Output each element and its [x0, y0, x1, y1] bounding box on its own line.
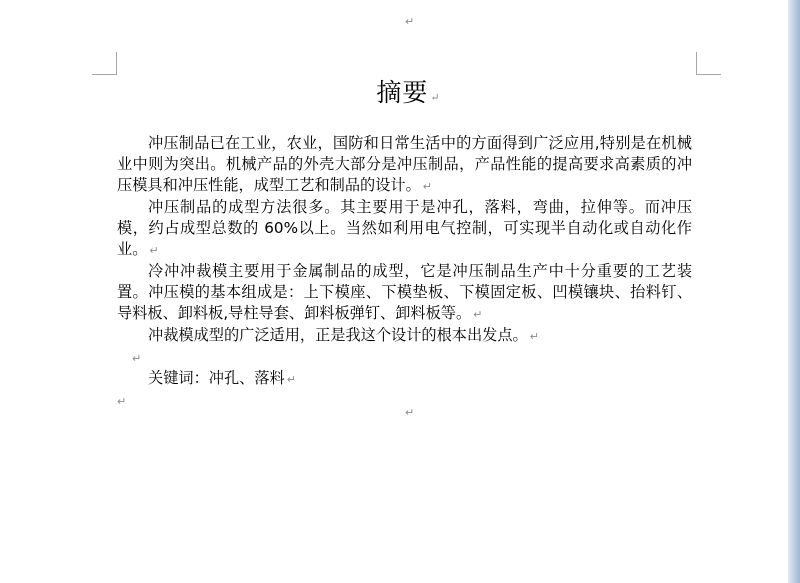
paragraph-mark: ↵ [529, 330, 539, 343]
title-text: 摘要 [376, 78, 429, 107]
empty-paragraph[interactable] [117, 347, 692, 368]
title-paragraph-mark: ↵ [430, 91, 440, 104]
keywords-text: 关键词：冲孔、落料 [148, 369, 285, 387]
paragraph-2-text: 冲压制品的成型方法很多。其主要用于是冲孔，落料，弯曲，拉伸等。而冲压模，约占成型总数的 60%以上。当然如利用电气控制，可实现半自动化或自动化作业。 [117, 198, 692, 258]
paragraph-4[interactable] [117, 325, 692, 347]
top-paragraph-mark: ↵ [405, 15, 415, 28]
window-edge-scrollbar[interactable] [788, 0, 800, 583]
paragraph-3-text: 冷冲冲裁模主要用于金属制品的成型，它是冲压制品生产中十分重要的工艺装置。冲压模的基本组成是：上下模座、下模垫板、下模固定板、凹模镶块、抬料钉、导料板、卸料板,导柱导套、卸料板弹钉、卸料板等。 [117, 262, 692, 322]
bottom-paragraph-mark: ↵ [405, 406, 415, 419]
paragraph-mark: ↵ [286, 373, 296, 386]
paragraph-3[interactable] [117, 261, 692, 325]
paragraph-mark: ↵ [422, 180, 432, 193]
top-right-margin-marker [696, 52, 721, 75]
paragraph-2[interactable] [117, 197, 692, 261]
paragraph-1[interactable] [117, 133, 692, 197]
paragraph-4-text: 冲裁模成型的广泛适用，正是我这个设计的根本出发点。 [148, 326, 528, 344]
paragraph-mark: ↵ [473, 308, 483, 321]
paragraph-mark: ↵ [117, 395, 127, 408]
top-left-margin-marker [92, 52, 117, 75]
paragraph-mark: ↵ [149, 244, 159, 257]
paragraph-mark: ↵ [132, 352, 142, 365]
keywords-line[interactable] [117, 368, 692, 390]
paragraph-1-text: 冲压制品已在工业，农业，国防和日常生活中的方面得到广泛应用,特别是在机械业中则为突出。机械产品的外壳大部分是冲压制品，产品性能的提高要求高素质的冲压模具和冲压性能，成型工艺和制品的设计。 [117, 134, 692, 194]
document-title[interactable] [0, 76, 800, 115]
document-body[interactable] [117, 133, 692, 411]
